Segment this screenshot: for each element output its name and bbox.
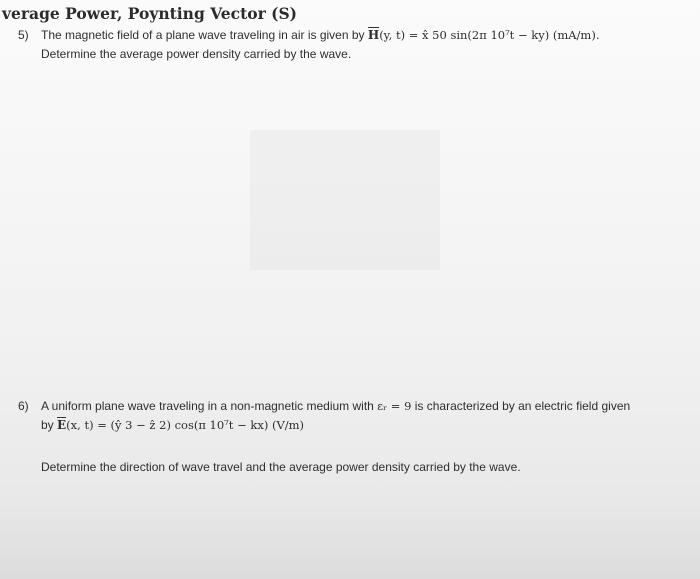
section-heading: verage Power, Poynting Vector (S) [2, 4, 298, 23]
show-through-grid [250, 130, 440, 270]
problem-5-text: The magnetic field of a plane wave traveling in air is given by [41, 28, 368, 42]
electric-field-symbol: E [57, 418, 67, 432]
problem-6-text-end: is characterized by an electric field given [411, 399, 631, 413]
relative-permittivity: εᵣ = 9 [377, 399, 412, 413]
magnetic-field-expression: (y, t) = x̂ 50 sin(2π 10⁷t − ky) (mA/m). [379, 28, 600, 42]
problem-5-line-2: Determine the average power density carried by the wave. [41, 47, 352, 61]
magnetic-field-symbol: H [367, 28, 380, 42]
problem-6-number: 6) [18, 399, 29, 413]
problem-6-line-2 [41, 416, 304, 435]
problem-5-number: 5) [18, 28, 29, 42]
problem-6-text: A uniform plane wave traveling in a non-magnetic medium with [41, 399, 378, 413]
problem-6-line-3: Determine the direction of wave travel and the average power density carried by the wave. [41, 460, 521, 474]
problem-5-line-1 [18, 26, 599, 45]
problem-6-by: by [41, 418, 58, 432]
electric-field-expression: (x, t) = (ŷ 3 − ẑ 2) cos(π 10⁷t − kx) (V/m) [66, 418, 305, 432]
problem-6-line-1 [18, 397, 630, 416]
